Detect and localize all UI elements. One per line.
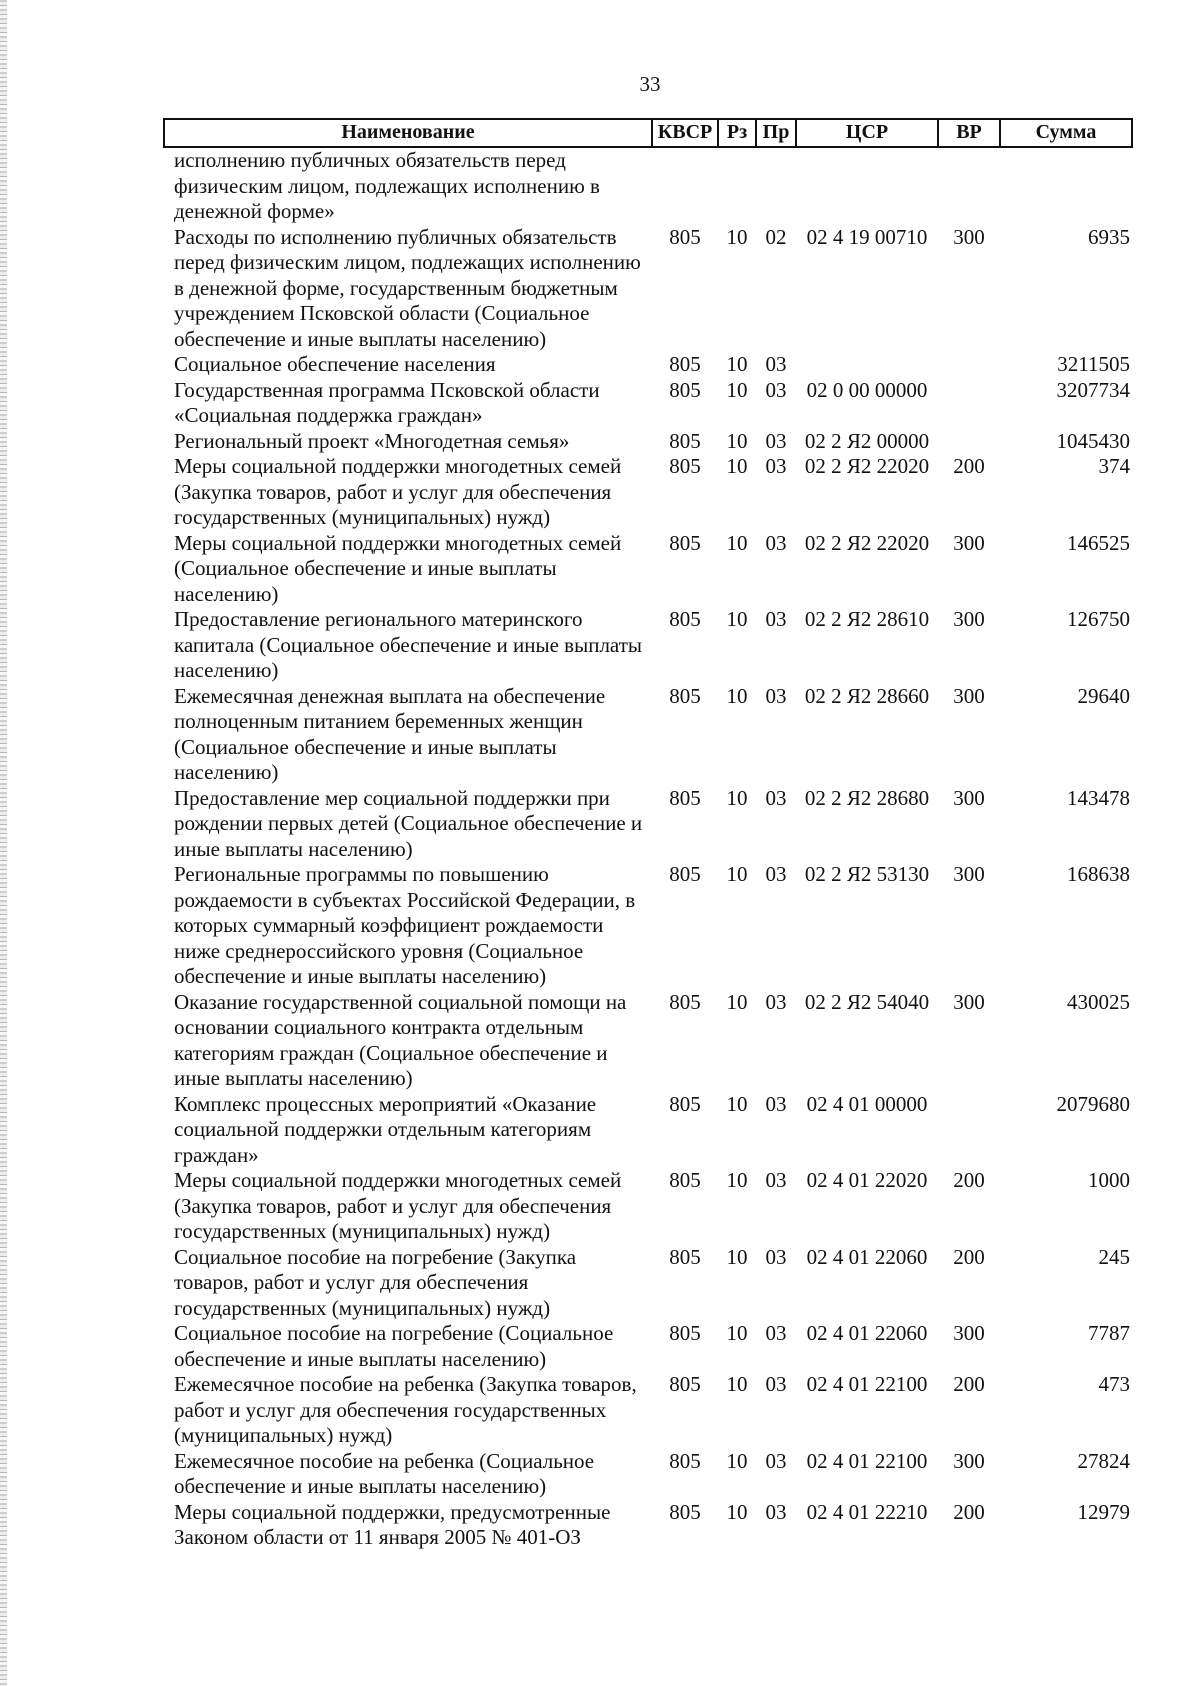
table-row (164, 531, 1132, 608)
cell-csr: 02 4 01 22060 (806, 1244, 928, 1269)
header-csr: ЦСР (796, 119, 938, 147)
cell-sum: 1000 (1088, 1168, 1130, 1192)
cell-sum (1000, 147, 1132, 225)
cell-csr (796, 352, 938, 378)
cell-name: Социальное пособие на погребение (Закупка товаров, работ и услуг для обеспечения государственных (муниципальных) нужд) (174, 1244, 577, 1320)
cell-rz: 10 (726, 683, 748, 708)
cell-vr: 300 (953, 1321, 985, 1345)
cell-rz: 10 (726, 785, 748, 810)
cell-sum: 143478 (1067, 785, 1130, 810)
cell-rz: 10 (726, 530, 748, 555)
cell-name: Предоставление мер социальной поддержки при рождении первых детей (Социальное обеспечение и иные выплаты населению) (174, 785, 643, 861)
cell-name: Ежемесячное пособие на ребенка (Закупка товаров, работ и услуг для обеспечения государственных (муниципальных) нужд) (174, 1372, 637, 1447)
table-row (164, 1321, 1132, 1372)
cell-pr: 03 (765, 352, 787, 376)
cell-name: Предоставление регионального материнского капитала (Социальное обеспечение и иные выплаты населению) (174, 607, 642, 682)
cell-rz: 10 (726, 224, 748, 249)
cell-pr: 03 (765, 1321, 787, 1345)
cell-name: Ежемесячное пособие на ребенка (Социальное обеспечение и иные выплаты населению) (174, 1448, 595, 1498)
cell-vr: 300 (953, 683, 985, 708)
cell-kvsr (652, 147, 718, 225)
cell-kvsr: 805 (669, 1244, 701, 1269)
table-row (164, 1449, 1132, 1500)
cell-sum: 146525 (1067, 530, 1130, 555)
cell-pr: 03 (765, 1091, 787, 1116)
cell-kvsr: 805 (669, 428, 701, 453)
cell-csr: 02 4 01 22210 (806, 1499, 928, 1524)
cell-csr: 02 2 Я2 28610 (804, 607, 930, 631)
cell-name: Ежемесячная денежная выплата на обеспечение полноценным питанием беременных женщин (Социальное обеспечение и иные выплаты населению) (174, 683, 606, 784)
cell-kvsr: 805 (669, 224, 701, 249)
cell-vr: 300 (953, 989, 985, 1014)
cell-sum: 29640 (1077, 683, 1130, 708)
cell-pr: 03 (765, 428, 787, 453)
cell-kvsr: 805 (669, 1091, 701, 1116)
cell-sum: 7787 (1088, 1321, 1130, 1345)
cell-name: Социальное обеспечение населения (174, 352, 496, 376)
cell-kvsr: 805 (669, 1372, 701, 1396)
cell-csr: 02 2 Я2 22020 (804, 530, 930, 555)
cell-sum: 6935 (1088, 224, 1130, 249)
cell-pr: 03 (765, 1499, 787, 1524)
header-sum: Сумма (1000, 119, 1132, 147)
cell-csr: 02 4 01 00000 (806, 1091, 928, 1116)
cell-pr: 03 (765, 607, 787, 631)
cell-csr: 02 2 Я2 54040 (804, 989, 930, 1014)
cell-csr: 02 2 Я2 53130 (804, 862, 930, 886)
cell-rz: 10 (726, 1244, 748, 1269)
cell-csr (796, 147, 938, 225)
cell-kvsr: 805 (669, 377, 701, 402)
table-row (164, 352, 1132, 378)
cell-name: Социальное пособие на погребение (Социальное обеспечение и иные выплаты населению) (174, 1321, 614, 1371)
scan-edge (0, 0, 7, 1686)
cell-vr: 300 (953, 530, 985, 555)
table-row (164, 225, 1132, 353)
cell-csr: 02 4 01 22100 (806, 1448, 928, 1473)
table-row (164, 862, 1132, 990)
cell-kvsr: 805 (669, 1321, 701, 1345)
cell-rz: 10 (726, 428, 748, 453)
cell-name: Меры социальной поддержки многодетных семей (Закупка товаров, работ и услуг для обеспечения государственных (муниципальных) нужд) (174, 454, 622, 529)
cell-name: Меры социальной поддержки многодетных семей (Социальное обеспечение и иные выплаты населению) (174, 530, 622, 606)
cell-name: Комплекс процессных мероприятий «Оказание социальной поддержки отдельным категориям граждан» (174, 1091, 597, 1167)
cell-pr: 03 (765, 1372, 787, 1396)
cell-sum: 12979 (1077, 1499, 1130, 1524)
cell-kvsr: 805 (669, 862, 701, 886)
cell-name: Государственная программа Псковской области «Социальная поддержка граждан» (174, 377, 600, 427)
cell-vr: 300 (953, 224, 985, 249)
cell-rz: 10 (726, 1168, 748, 1192)
cell-sum: 3211505 (1057, 352, 1130, 376)
cell-rz: 10 (726, 1448, 748, 1473)
page-number: 33 (639, 72, 661, 96)
cell-pr (756, 147, 796, 225)
cell-pr: 03 (765, 683, 787, 708)
cell-rz: 10 (726, 989, 748, 1014)
cell-rz: 10 (726, 1091, 748, 1116)
table-row (164, 607, 1132, 684)
cell-rz (718, 147, 756, 225)
cell-pr: 03 (765, 862, 787, 886)
cell-vr: 200 (953, 1372, 985, 1396)
cell-name: Региональные программы по повышению рождаемости в субъектах Российской Федерации, в которых суммарный коэффициент рождаемости ниже среднероссийского уровня (Социальное обеспечение и иные выплаты населению) (174, 862, 636, 988)
cell-pr: 03 (765, 1244, 787, 1269)
table-row (164, 786, 1132, 863)
cell-vr (938, 1092, 1000, 1169)
cell-vr: 200 (953, 1244, 985, 1269)
cell-sum: 27824 (1077, 1448, 1130, 1473)
table-body (164, 147, 1132, 1553)
cell-csr: 02 2 Я2 28680 (804, 785, 930, 810)
header-pr: Пр (756, 119, 796, 147)
header-kvsr: КВСР (652, 119, 718, 147)
cell-name: Меры социальной поддержки, предусмотренные Законом области от 11 января 2005 № 401-ОЗ (174, 1499, 611, 1549)
table-row (164, 990, 1132, 1092)
cell-vr (938, 147, 1000, 225)
table-row (164, 1092, 1132, 1169)
table-row (164, 429, 1132, 455)
cell-vr: 300 (953, 785, 985, 810)
cell-rz: 10 (726, 607, 748, 631)
cell-name: Меры социальной поддержки многодетных семей (Закупка товаров, работ и услуг для обеспечения государственных (муниципальных) нужд) (174, 1168, 622, 1243)
cell-kvsr: 805 (669, 1168, 701, 1192)
cell-rz: 10 (726, 454, 748, 478)
cell-sum: 374 (1098, 454, 1130, 478)
cell-csr: 02 4 19 00710 (806, 224, 928, 249)
cell-rz: 10 (726, 1372, 748, 1396)
cell-sum: 126750 (1067, 607, 1130, 631)
cell-pr: 02 (765, 224, 787, 249)
cell-rz: 10 (726, 377, 748, 402)
cell-rz: 10 (726, 1499, 748, 1524)
header-rz: Рз (718, 119, 756, 147)
table-row (164, 1500, 1132, 1553)
cell-sum: 2079680 (1056, 1091, 1130, 1116)
cell-vr: 300 (953, 1448, 985, 1473)
cell-pr: 03 (765, 1448, 787, 1473)
cell-vr (938, 378, 1000, 429)
cell-sum: 245 (1098, 1244, 1130, 1269)
table-row (164, 454, 1132, 531)
cell-pr: 03 (765, 785, 787, 810)
cell-pr: 03 (765, 989, 787, 1014)
cell-kvsr: 805 (669, 607, 701, 631)
table-row (164, 147, 1132, 225)
table-row (164, 1245, 1132, 1322)
cell-kvsr: 805 (669, 352, 701, 376)
cell-sum: 3207734 (1056, 377, 1130, 402)
cell-csr: 02 2 Я2 28660 (804, 683, 930, 708)
cell-kvsr: 805 (669, 785, 701, 810)
cell-csr: 02 2 Я2 22020 (804, 454, 930, 478)
cell-sum: 168638 (1067, 862, 1130, 886)
cell-pr: 03 (765, 530, 787, 555)
cell-vr (938, 429, 1000, 455)
cell-pr: 03 (765, 454, 787, 478)
cell-vr (938, 352, 1000, 378)
cell-vr: 300 (953, 607, 985, 631)
cell-rz: 10 (726, 862, 748, 886)
cell-name: Оказание государственной социальной помощи на основании социального контракта отдельным категориям граждан (Социальное обеспечение и иные выплаты населению) (174, 989, 627, 1090)
cell-csr: 02 4 01 22100 (806, 1372, 928, 1396)
table-row (164, 684, 1132, 786)
cell-rz: 10 (726, 1321, 748, 1345)
cell-sum: 473 (1098, 1372, 1130, 1396)
cell-csr: 02 0 00 00000 (806, 377, 928, 402)
cell-pr: 03 (765, 377, 787, 402)
budget-table (163, 118, 1133, 1553)
cell-csr: 02 4 01 22060 (806, 1321, 928, 1345)
cell-sum: 1045430 (1056, 428, 1130, 453)
cell-kvsr: 805 (669, 530, 701, 555)
cell-name: Региональный проект «Многодетная семья» (174, 428, 570, 453)
header-vr: ВР (938, 119, 1000, 147)
cell-sum: 430025 (1067, 989, 1130, 1014)
cell-vr: 200 (953, 1499, 985, 1524)
cell-kvsr: 805 (669, 1499, 701, 1524)
table-row (164, 378, 1132, 429)
cell-name: исполнению публичных обязательств перед физическим лицом, подлежащих исполнению в денежной форме» (174, 148, 600, 223)
cell-kvsr: 805 (669, 683, 701, 708)
cell-csr: 02 4 01 22020 (806, 1168, 928, 1192)
cell-kvsr: 805 (669, 989, 701, 1014)
cell-vr: 200 (953, 454, 985, 478)
cell-name: Расходы по исполнению публичных обязательств перед физическим лицом, подлежащих исполнению в денежной форме, государственным бюджетным учреждением Псковской области (Социальное обеспечение и иные выплаты населению) (174, 224, 641, 351)
header-name: Наименование (164, 119, 652, 147)
cell-kvsr: 805 (669, 454, 701, 478)
cell-vr: 300 (953, 862, 985, 886)
cell-csr: 02 2 Я2 00000 (804, 428, 930, 453)
cell-pr: 03 (765, 1168, 787, 1192)
cell-kvsr: 805 (669, 1448, 701, 1473)
cell-vr: 200 (953, 1168, 985, 1192)
table-row (164, 1168, 1132, 1245)
table-header (164, 119, 1132, 147)
cell-rz: 10 (726, 352, 748, 376)
table-row (164, 1372, 1132, 1449)
